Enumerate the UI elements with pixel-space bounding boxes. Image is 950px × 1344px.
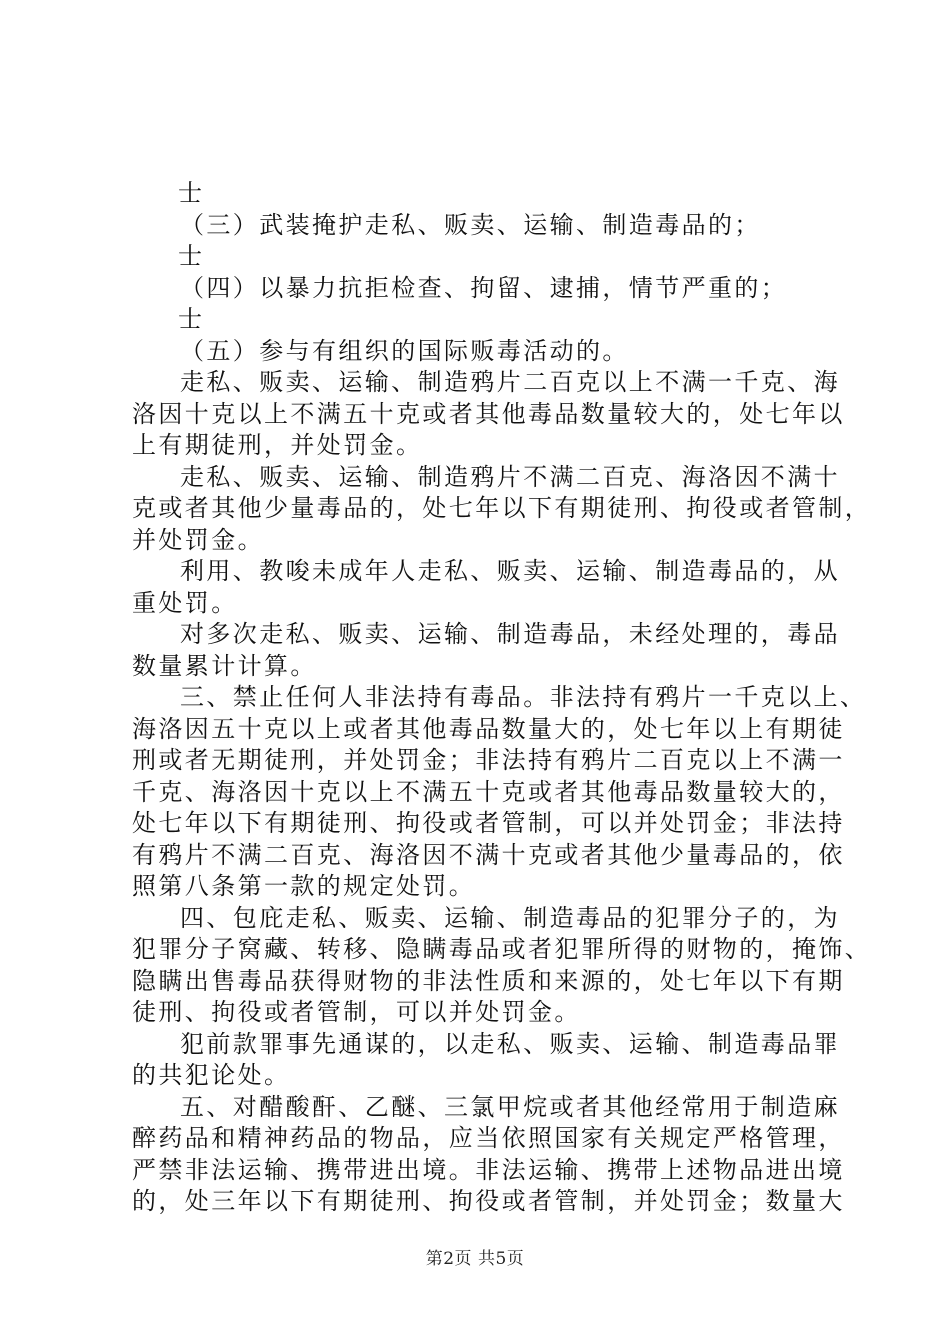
text-line: 五、对醋酸酐、乙醚、三氯甲烷或者其他经常用于制造麻: [180, 1092, 840, 1121]
text-line: 徒刑、拘役或者管制，可以并处罚金。: [132, 998, 581, 1026]
text-line: 利用、教唆未成年人走私、贩卖、运输、制造毒品的，从: [180, 557, 840, 585]
text-line: 的，处三年以下有期徒刑、拘役或者管制，并处罚金；数量大: [132, 1187, 845, 1215]
document-body: [132, 178, 872, 1218]
text-line: 严禁非法运输、携带进出境。非法运输、携带上述物品进出境: [132, 1155, 845, 1184]
text-line: 对多次走私、贩卖、运输、制造毒品，未经处理的，毒品: [180, 620, 840, 648]
text-line: 洛因十克以上不满五十克或者其他毒品数量较大的，处七年以: [132, 399, 845, 428]
text-line: 隐瞒出售毒品获得财物的非法性质和来源的，处七年以下有期: [132, 966, 845, 995]
section-mark: 士: [178, 179, 205, 207]
text-line: （四）以暴力抗拒检查、拘留、逮捕，情节严重的；: [180, 273, 788, 302]
text-line: 上有期徒刑，并处罚金。: [132, 431, 423, 459]
text-line: 刑或者无期徒刑，并处罚金；非法持有鸦片二百克以上不满一: [132, 746, 845, 774]
text-line: （三）武装掩护走私、贩卖、运输、制造毒品的；: [180, 210, 761, 239]
text-line: 并处罚金。: [132, 525, 264, 554]
text-line: 走私、贩卖、运输、制造鸦片不满二百克、海洛因不满十: [180, 462, 840, 491]
text-line: 犯前款罪事先通谋的，以走私、贩卖、运输、制造毒品罪: [180, 1029, 840, 1058]
text-line: 的共犯论处。: [132, 1061, 291, 1089]
section-mark: 士: [178, 305, 205, 333]
text-line: 走私、贩卖、运输、制造鸦片二百克以上不满一千克、海: [180, 368, 840, 396]
text-line: 海洛因五十克以上或者其他毒品数量大的，处七年以上有期徒: [132, 714, 845, 743]
text-line: 重处罚。: [132, 588, 238, 617]
text-line: 数量累计计算。: [132, 651, 317, 680]
text-line: 有鸦片不满二百克、海洛因不满十克或者其他少量毒品的，依: [132, 840, 845, 869]
text-line: 醉药品和精神药品的物品，应当依照国家有关规定严格管理，: [132, 1124, 845, 1152]
text-line: 克或者其他少量毒品的，处七年以下有期徒刑、拘役或者管制，: [132, 494, 872, 522]
text-line: 犯罪分子窝藏、转移、隐瞒毒品或者犯罪所得的财物的，掩饰、: [132, 935, 872, 963]
text-line: 处七年以下有期徒刑、拘役或者管制，可以并处罚金；非法持: [132, 809, 845, 837]
text-line: 照第八条第一款的规定处罚。: [132, 872, 476, 900]
text-line: 三、禁止任何人非法持有毒品。非法持有鸦片一千克以上、: [180, 683, 867, 711]
page-footer: 第2页 共5页: [425, 1249, 525, 1269]
text-line: （五）参与有组织的国际贩毒活动的。: [180, 336, 629, 365]
text-line: 四、包庇走私、贩卖、运输、制造毒品的犯罪分子的，为: [180, 903, 840, 932]
text-line: 千克、海洛因十克以上不满五十克或者其他毒品数量较大的，: [132, 777, 845, 806]
section-mark: 士: [178, 242, 205, 270]
